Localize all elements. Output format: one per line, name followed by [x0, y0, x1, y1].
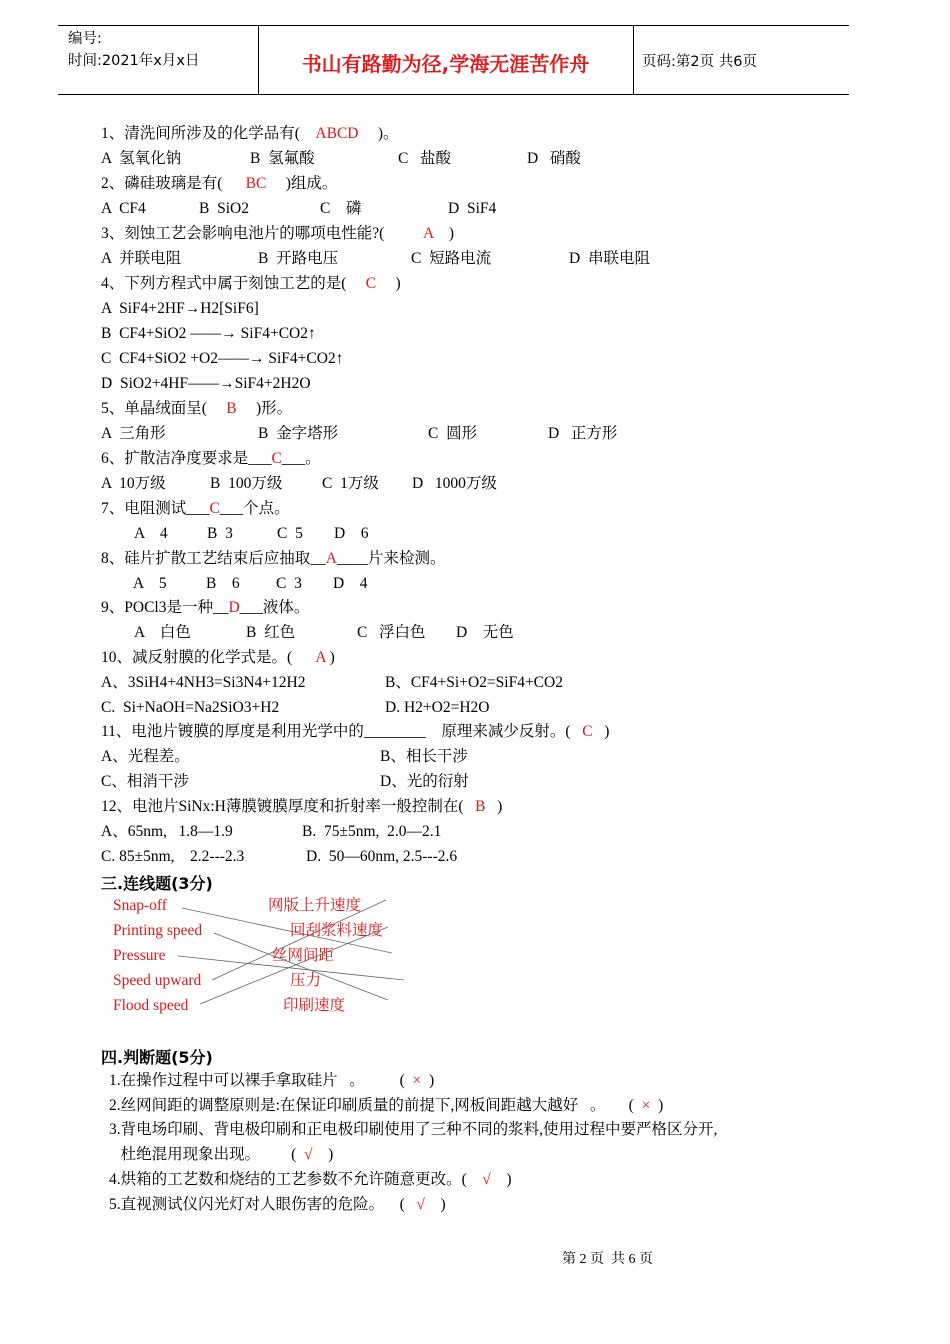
judge-mark: √	[482, 1171, 491, 1188]
option: B. 75±5nm, 2.0—2.1	[302, 823, 442, 840]
option: A 三角形	[101, 425, 166, 442]
option: C 浮白色	[357, 624, 426, 641]
question-4-stem: 4、下列方程式中属于刻蚀工艺的是( C )	[101, 275, 401, 292]
option: C 短路电流	[411, 250, 492, 267]
option: D 1000万级	[412, 475, 497, 492]
match-left-item: Flood speed	[113, 997, 189, 1014]
option: D 4	[333, 575, 368, 592]
question-2-stem: 2、磷硅玻璃是有( BC )组成。	[101, 175, 338, 192]
option: B 6	[206, 575, 240, 592]
answer: A	[325, 550, 337, 567]
option: C 5	[277, 525, 303, 542]
option: D. H2+O2=H2O	[385, 699, 490, 716]
option: C CF4+SiO2 +O2——→ SiF4+CO2↑	[101, 350, 344, 367]
page-info: 页码:第2页 共6页	[642, 54, 757, 70]
option: A、光程差。	[101, 748, 190, 765]
match-left-item: Speed upward	[113, 972, 202, 989]
match-left-item: Printing speed	[113, 922, 203, 939]
option: C 3	[276, 575, 302, 592]
judge-mark: ×	[641, 1097, 651, 1114]
answer: B	[475, 798, 486, 815]
option: B CF4+SiO2 ——→ SiF4+CO2↑	[101, 325, 316, 342]
option: D. 50—60nm, 2.5---2.6	[306, 848, 458, 865]
page-footer: 第 2 页 共 6 页	[562, 1252, 653, 1267]
match-left-item: Pressure	[113, 947, 166, 964]
option: A CF4	[101, 200, 146, 217]
option: A、65nm, 1.8—1.9	[101, 823, 233, 840]
section-title: 四.判断题(5分)	[101, 1048, 213, 1067]
match-right-item: 回刮浆料速度	[290, 922, 384, 939]
question-10-stem: 10、减反射膜的化学式是。( A )	[101, 649, 335, 666]
judge-mark: √	[304, 1146, 313, 1163]
answer: ABCD	[315, 125, 359, 142]
option: C 磷	[320, 200, 362, 217]
match-right-item: 网版上升速度	[268, 897, 362, 914]
answer: C	[582, 723, 593, 740]
judge-item: 2.丝网间距的调整原则是:在保证印刷质量的前提下,网板间距越大越好 。 ( × )	[109, 1097, 664, 1114]
question-9-stem: 9、POCl3是一种__D___液体。	[101, 599, 310, 616]
judge-item: 杜绝混用现象出现。 ( √ )	[109, 1146, 334, 1163]
match-right-item: 压力	[290, 972, 322, 989]
option: A 白色	[134, 624, 191, 641]
option: A、3SiH4+4NH3=Si3N4+12H2	[101, 674, 306, 691]
option: B 氢氟酸	[250, 150, 315, 167]
judge-item: 5.直视测试仪闪光灯对人眼伤害的危险。 ( √ )	[109, 1196, 446, 1213]
judge-mark: √	[416, 1196, 425, 1213]
option: D SiO2+4HF——→SiF4+2H2O	[101, 375, 311, 392]
question-3-stem: 3、刻蚀工艺会影响电池片的哪项电性能?( A )	[101, 225, 455, 242]
judge-mark: ×	[412, 1072, 422, 1089]
answer: BC	[245, 175, 267, 192]
option: D 无色	[456, 624, 514, 641]
option: D 6	[334, 525, 369, 542]
time-label: 时间:2021年x月x日	[68, 53, 200, 69]
option: B、CF4+Si+O2=SiF4+CO2	[385, 674, 563, 691]
answer: C	[209, 500, 220, 517]
answer: D	[228, 599, 240, 616]
option: A 4	[134, 525, 168, 542]
option: A 10万级	[101, 475, 166, 492]
answer: C	[365, 275, 377, 292]
section-title: 三.连线题(3分)	[101, 874, 213, 893]
option: A SiF4+2HF→H2[SiF6]	[101, 300, 259, 317]
question-6-stem: 6、扩散洁净度要求是___C___。	[101, 450, 321, 467]
option: C、相消干涉	[101, 773, 189, 790]
match-right-item: 印刷速度	[283, 997, 346, 1014]
option: A 5	[133, 575, 167, 592]
option: C. Si+NaOH=Na2SiO3+H2	[101, 699, 280, 716]
option: B 开路电压	[258, 250, 339, 267]
option: D 硝酸	[527, 150, 581, 167]
header-motto: 书山有路勤为径,学海无涯苦作舟	[301, 52, 590, 76]
option: C 圆形	[428, 425, 478, 442]
option: A 并联电阻	[101, 250, 182, 267]
answer: A	[423, 225, 434, 242]
option: A 氢氧化钠	[101, 150, 182, 167]
question-12-stem: 12、电池片SiNx:H薄膜镀膜厚度和折射率一般控制在( B )	[101, 798, 503, 815]
option: D 正方形	[548, 425, 618, 442]
option: C 1万级	[322, 475, 379, 492]
option: B 红色	[246, 624, 296, 641]
option: D、光的衍射	[380, 773, 469, 790]
question-11-stem: 11、电池片镀膜的厚度是利用光学中的________ 原理来减少反射。( C )	[101, 723, 610, 740]
option: B 金字塔形	[258, 425, 339, 442]
question-8-stem: 8、硅片扩散工艺结束后应抽取__A____片来检测。	[101, 550, 446, 567]
option: B SiO2	[199, 200, 249, 217]
answer: B	[226, 400, 237, 417]
question-7-stem: 7、电阻测试___C___个点。	[101, 500, 290, 517]
question-1-stem: 1、清洗间所涉及的化学品有( ABCD )。	[101, 125, 399, 142]
match-left-item: Snap-off	[113, 897, 167, 914]
question-5-stem: 5、单晶绒面呈( B )形。	[101, 400, 293, 417]
option: B 100万级	[210, 475, 283, 492]
number-label: 编号:	[68, 31, 102, 47]
match-right-item: 丝网间距	[272, 947, 335, 964]
option: C. 85±5nm, 2.2---2.3	[101, 848, 245, 865]
judge-item: 3.背电场印刷、背电极印刷和正电极印刷使用了三种不同的浆料,使用过程中要严格区分开,	[109, 1121, 718, 1138]
answer: C	[271, 450, 282, 467]
option: C 盐酸	[398, 150, 451, 167]
judge-item: 1.在操作过程中可以裸手拿取硅片 。 ( × )	[109, 1072, 435, 1089]
option: B、相长干涉	[380, 748, 468, 765]
option: D 串联电阻	[569, 250, 650, 267]
option: D SiF4	[448, 200, 497, 217]
option: B 3	[207, 525, 233, 542]
judge-item: 4.烘箱的工艺数和烧结的工艺参数不允许随意更改。( √ )	[109, 1171, 512, 1188]
answer: A	[315, 649, 326, 666]
